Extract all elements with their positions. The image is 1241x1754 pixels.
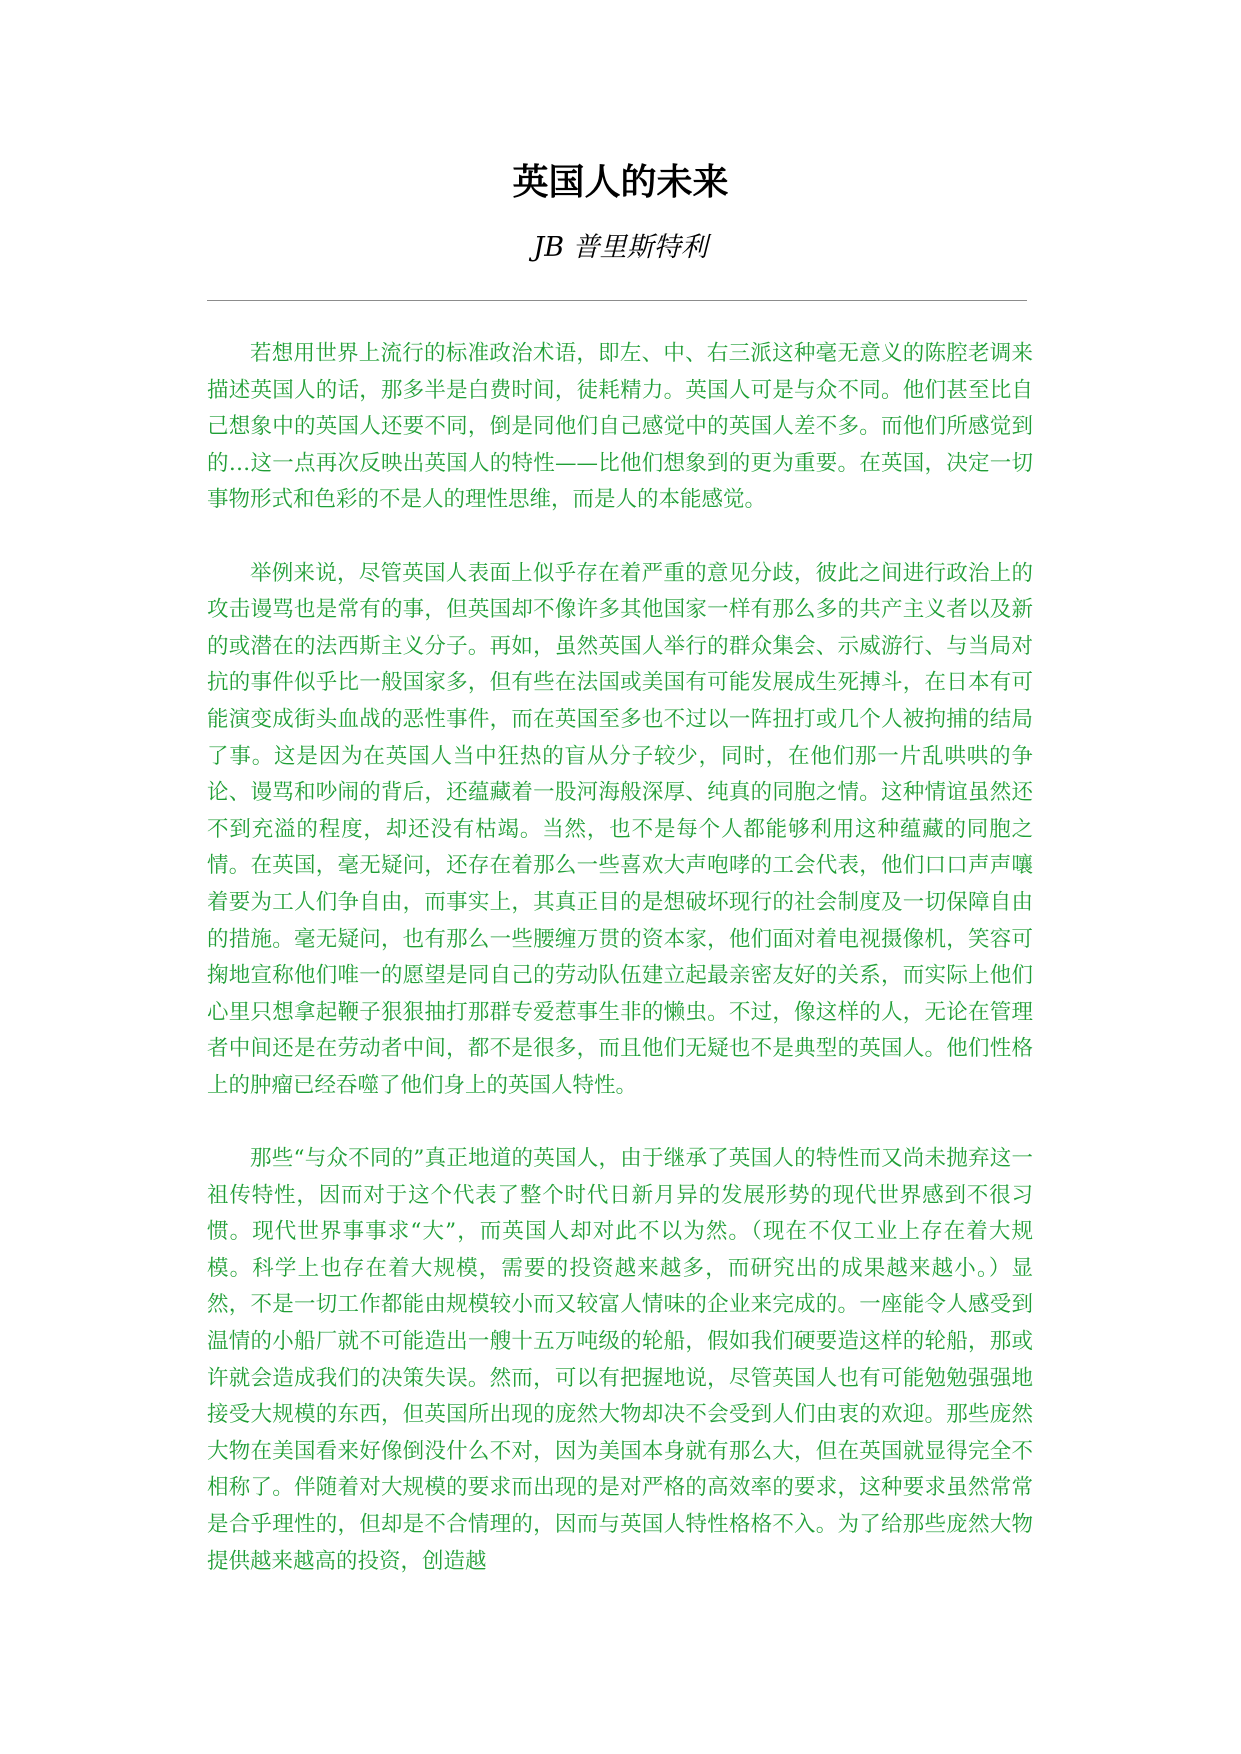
paragraph-1: 若想用世界上流行的标准政治术语，即左、中、右三派这种毫无意义的陈腔老调来描述英国人的话，那多半是白费时间，徒耗精力。英国人可是与众不同。他们甚至比自己想象中的英国人还要不同，倒是同他们自己感觉中的英国人差不多。而他们所感觉到的…这一点再次反映出英国人的特性——比他们想象到的更为重要。在英国，决定一切事物形式和色彩的不是人的理性思维，而是人的本能感觉。 bbox=[207, 341, 1033, 513]
document-body bbox=[207, 336, 1033, 1580]
document-title: 英国人的未来 bbox=[512, 161, 729, 203]
paragraph-2: 举例来说，尽管英国人表面上似乎存在着严重的意见分歧，彼此之间进行政治上的攻击谩骂也是常有的事，但英国却不像许多其他国家一样有那么多的共产主义者以及新的或潜在的法西斯主义分子。再如，虽然英国人举行的群众集会、示威游行、与当局对抗的事件似乎比一般国家多，但有些在法国或美国有可能发展成生死搏斗，在日本有可能演变成街头血战的恶性事件，而在英国至多也不过以一阵扭打或几个人被拘捕的结局了事。这是因为在英国人当中狂热的盲从分子较少，同时，在他们那一片乱哄哄的争论、谩骂和吵闹的背后，还蕴藏着一股河海般深厚、纯真的同胞之情。这种情谊虽然还不到充溢的程度，却还没有枯竭。当然，也不是每个人都能够利用这种蕴藏的同胞之情。在英国，毫无疑问，还存在着那么一些喜欢大声咆哮的工会代表，他们口口声声嚷着要为工人们争自由，而事实上，其真正目的是想破坏现行的社会制度及一切保障自由的措施。毫无疑问，也有那么一些腰缠万贯的资本家，他们面对着电视摄像机，笑容可掬地宣称他们唯一的愿望是同自己的劳动队伍建立起最亲密友好的关系，而实际上他们心里只想拿起鞭子狠狠抽打那群专爱惹事生非的懒虫。不过，像这样的人，无论在管理者中间还是在劳动者中间，都不是很多，而且他们无疑也不是典型的英国人。他们性格上的肿瘤已经吞噬了他们身上的英国人特性。 bbox=[207, 560, 1033, 1098]
paragraph-3: 那些“与众不同的”真正地道的英国人，由于继承了英国人的特性而又尚未抛弃这一祖传特性，因而对于这个代表了整个时代日新月异的发展形势的现代世界感到不很习惯。现代世界事事求“大”，而英国人却对此不以为然。（现在不仅工业上存在着大规模。科学上也存在着大规模，需要的投资越来越多，而研究出的成果越来越小。）显然，不是一切工作都能由规模较小而又较富人情味的企业来完成的。一座能令人感受到温情的小船厂就不可能造出一艘十五万吨级的轮船，假如我们硬要造这样的轮船，那或许就会造成我们的决策失误。然而，可以有把握地说，尽管英国人也有可能勉勉强强地接受大规模的东西，但英国所出现的庞然大物却决不会受到人们由衷的欢迎。那些庞然大物在美国看来好像倒没什么不对，因为美国本身就有那么大，但在英国就显得完全不相称了。伴随着对大规模的要求而出现的是对严格的高效率的要求，这种要求虽然常常是合乎理性的，但却是不合情理的，因而与英国人特性格格不入。为了给那些庞然大物提供越来越高的投资，创造越 bbox=[207, 1146, 1033, 1574]
title-divider bbox=[207, 300, 1027, 301]
document-author: JB 普里斯特利 bbox=[533, 232, 708, 263]
